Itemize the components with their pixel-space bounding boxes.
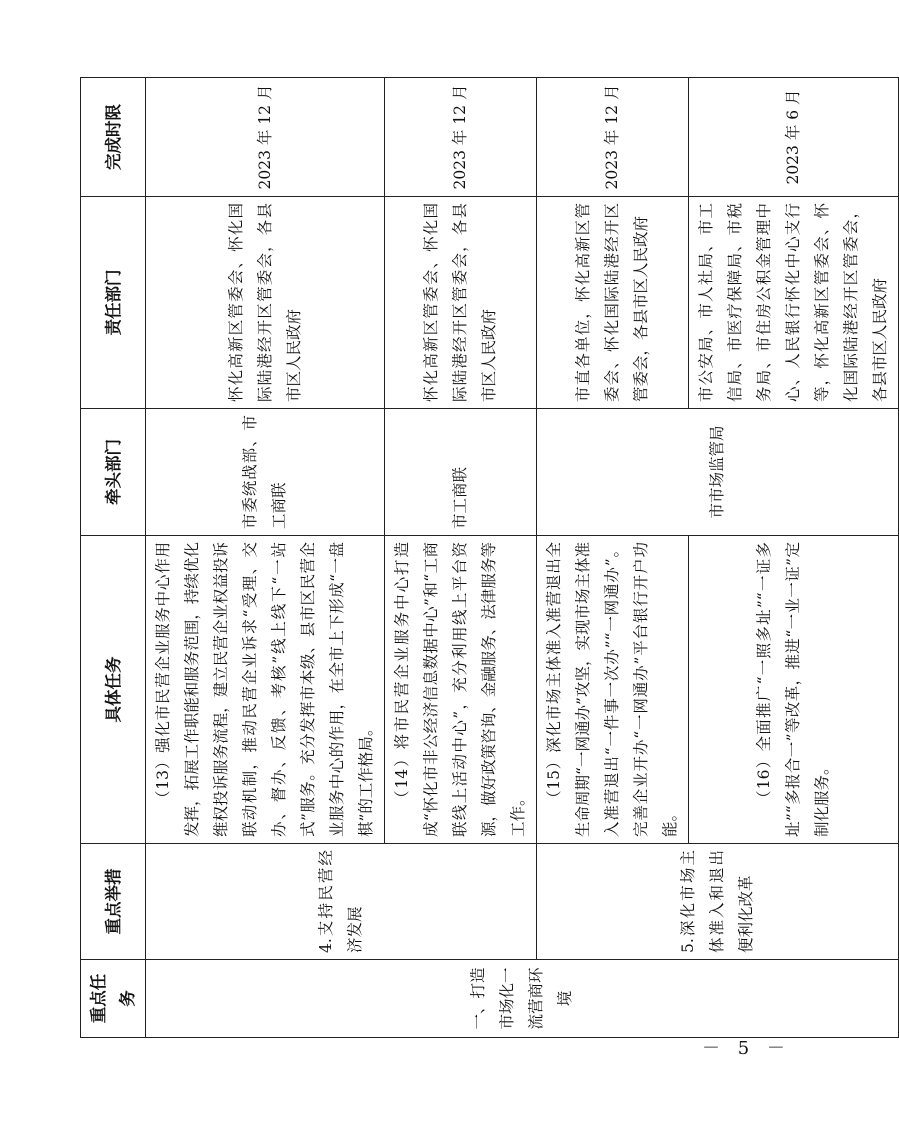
header-resp-dept: 责任部门 — [81, 197, 146, 409]
header-deadline: 完成时限 — [81, 78, 146, 197]
header-specific-task: 具体任务 — [81, 536, 146, 844]
resp-dept-16: 市公安局、市人社局、市工信局、市医疗保障局、市税务局、市住房公积金管理中心、人民银行怀化中心支行等，怀化高新区管委会、怀化国际陆港经开区管委会，各县市区人民政府 — [689, 197, 899, 409]
header-key-measure: 重点举措 — [81, 844, 146, 960]
lead-dept-14: 市工商联 — [385, 409, 537, 536]
deadline-16: 2023 年 6 月 — [689, 78, 899, 197]
deadline-15: 2023 年 12 月 — [537, 78, 689, 197]
table-header-row — [81, 78, 146, 1038]
specific-task-15: （15）深化市场主体准入准营退出全生命周期“一网通办”攻坚，实现市场主体准入准营退出“一件事一次办”“一网通办”。完善企业开办“一网通办”平台银行开户功能。 — [537, 536, 689, 844]
task-table — [80, 77, 899, 1038]
resp-dept-13: 怀化高新区管委会、怀化国际陆港经开区管委会，各县市区人民政府 — [146, 197, 385, 409]
lead-dept-15-16: 市市场监管局 — [537, 409, 899, 536]
resp-dept-15: 市直各单位，怀化高新区管委会、怀化国际陆港经开区管委会，各县市区人民政府 — [537, 197, 689, 409]
specific-task-16: （16）全面推广“一照多址”“一证多址”“多报合一”等改革，推进“一业一证”定制化服务。 — [689, 536, 899, 844]
key-task-cell: 一、打造市场化一流营商环境 — [146, 960, 899, 1038]
deadline-14: 2023 年 12 月 — [385, 78, 537, 197]
resp-dept-14: 怀化高新区管委会、怀化国际陆港经开区管委会，各县市区人民政府 — [385, 197, 537, 409]
page-number: － 5 － — [702, 1038, 791, 1059]
lead-dept-13: 市委统战部、市工商联 — [146, 409, 385, 536]
header-key-task: 重点任务 — [81, 960, 146, 1038]
rotated-table-container — [80, 78, 889, 1038]
table-row — [537, 78, 689, 1038]
measure-cell-4: 4.支持民营经济发展 — [146, 844, 537, 960]
deadline-13: 2023 年 12 月 — [146, 78, 385, 197]
measure-cell-5: 5.深化市场主体准入和退出便利化改革 — [537, 844, 899, 960]
specific-task-14: （14）将市民营企业服务中心打造成“怀化市非公经济信息数据中心”和“工商联线上活动中心”，充分利用线上平台资源，做好政策咨询、金融服务、法律服务等工作。 — [385, 536, 537, 844]
specific-task-13: （13）强化市民营企业服务中心作用发挥，拓展工作职能和服务范围，持续优化维权投诉服务流程，建立民营企业权益投诉联动机制，推动民营企业诉求“受理、交办、督办、反馈、考核”线上线下“一站式”服务。充分发挥市本级、县市区民营企业服务中心的作用，在全市上下形成“一盘棋”的工作格局。 — [146, 536, 385, 844]
header-lead-dept: 牵头部门 — [81, 409, 146, 536]
table-row — [146, 78, 385, 1038]
